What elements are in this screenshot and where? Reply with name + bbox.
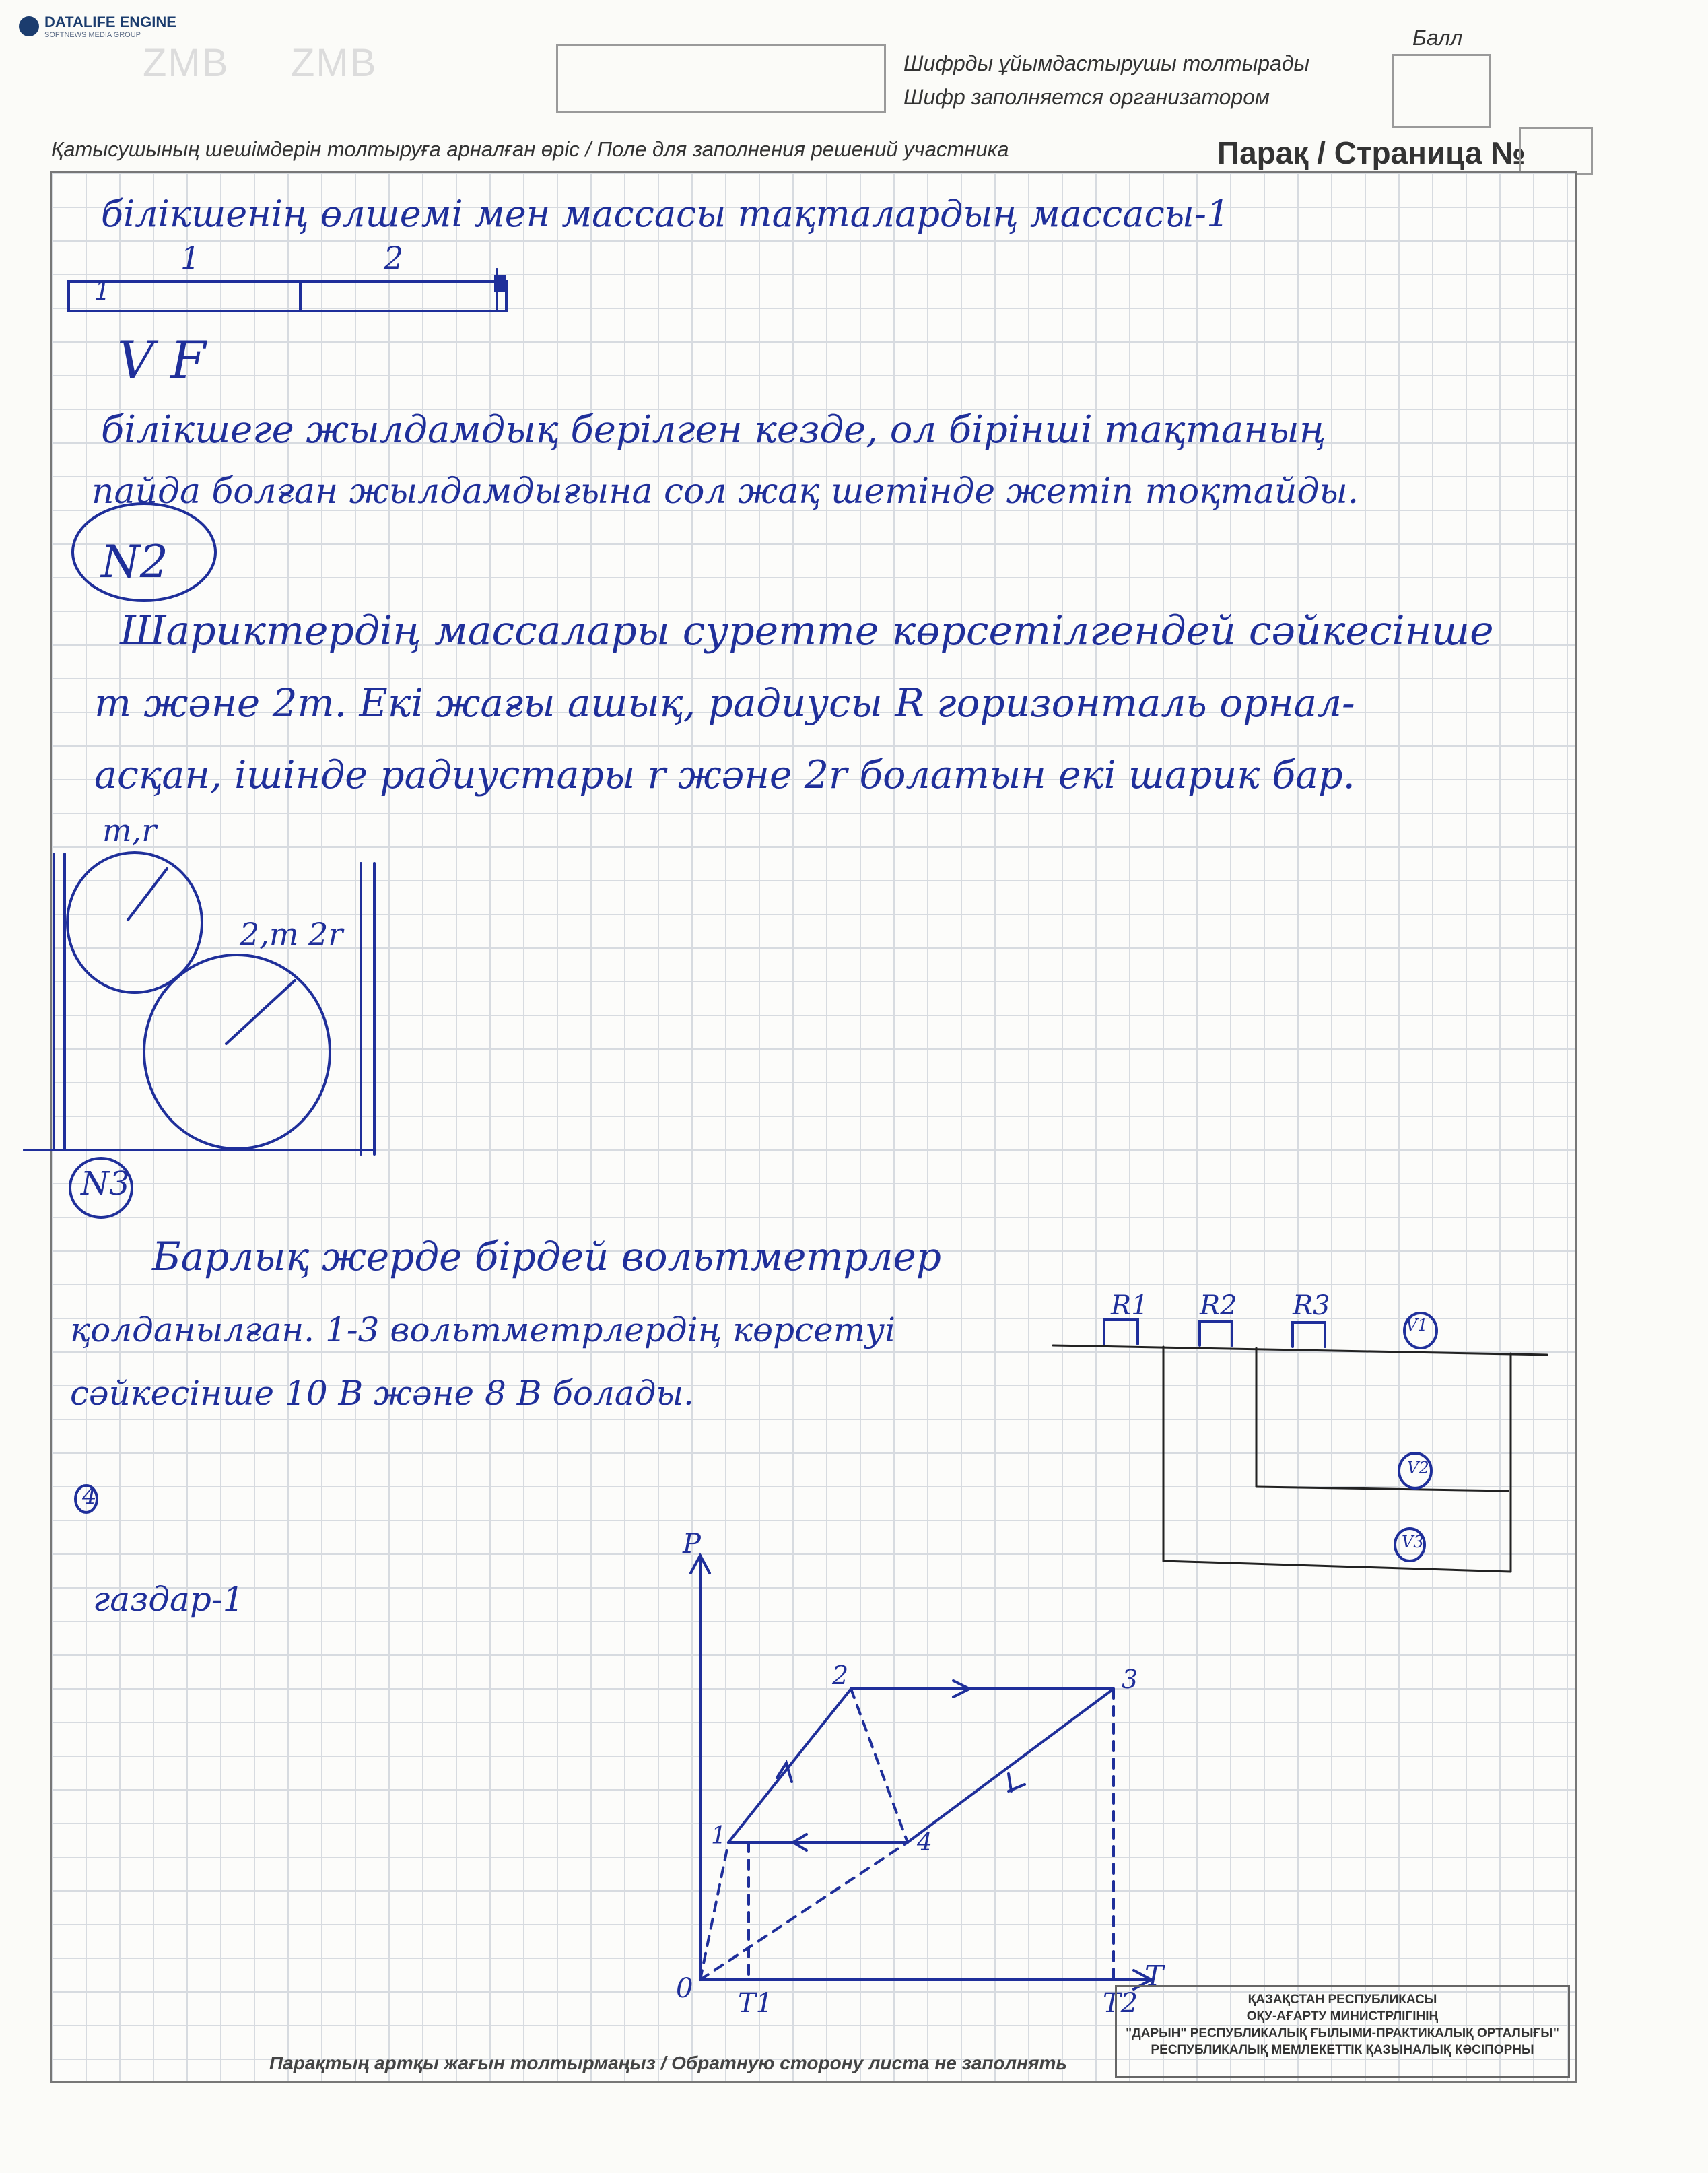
hand-line-6: асқан, ішінде радиустары r және 2r болатын екі шарик бар.: [94, 753, 1355, 797]
circuit-r1: R1: [1111, 1290, 1149, 1321]
footer-note: Парақтың артқы жағын толтырмаңыз / Обратную сторону листа не заполнять: [269, 2052, 1067, 2073]
vessel-drawing: [24, 853, 374, 1154]
ball-1-label: m,r: [102, 812, 157, 848]
hand-line-1: білікшенің өлшемі мен массасы тақталардың массасы-1: [101, 193, 1230, 235]
task-4-circle: [75, 1485, 97, 1512]
stamp-line-1: ҚАЗАҚСТАН РЕСПУБЛИКАСЫ: [1248, 1993, 1437, 2007]
circuit-r3: R3: [1293, 1290, 1330, 1321]
page-number-label: Парақ / Страница №: [1217, 135, 1526, 170]
hand-line-2: білікшеге жылдамдық берілген кезде, ол бірінші тақтаның: [101, 408, 1326, 452]
pt-graph: [691, 1556, 1151, 1989]
task-2-circle: [73, 504, 215, 601]
graph-t1: T1: [738, 1988, 774, 2019]
bar-label-1: 1: [180, 240, 201, 276]
task-4-label: 4: [82, 1483, 97, 1510]
graph-axis-t: T: [1145, 1960, 1164, 1993]
graph-point-2: 2: [832, 1661, 849, 1690]
hand-line-10: газдар-1: [93, 1580, 244, 1619]
hand-line-3: пайда болған жылдамдығына сол жақ шетінде жетіп тоқтайды.: [92, 471, 1359, 512]
hand-line-9: сәйкесінше 10 В және 8 В болады.: [70, 1374, 694, 1413]
circuit-v1: V1: [1406, 1316, 1428, 1335]
graph-point-1: 1: [711, 1822, 726, 1850]
organization-stamp: [1115, 1985, 1570, 2078]
score-label: Балл: [1412, 26, 1463, 50]
hand-line-7: Барлық жерде бірдей вольтметрлер: [152, 1234, 941, 1279]
hand-line-8: қолданылған. 1-3 вольтметрлердің көрсетуі: [70, 1310, 896, 1349]
stamp-line-4: РЕСПУБЛИКАЛЫҚ МЕМЛЕКЕТТІК ҚАЗЫНАЛЫҚ КӘСІПОРНЫ: [1151, 2043, 1534, 2057]
cipher-note-kz: Шифрды ұйымдастырушы толтырады: [903, 51, 1310, 75]
graph-point-3: 3: [1122, 1665, 1138, 1694]
task-2-label: N2: [101, 536, 168, 588]
circuit-r2: R2: [1200, 1290, 1237, 1321]
graph-point-4: 4: [917, 1829, 932, 1857]
logo-name: DATALIFE ENGINE: [44, 13, 176, 30]
hand-line-4: Шариктердің массалары суретте көрсетілгендей сәйкесінше: [120, 607, 1494, 655]
graph-t2: T2: [1103, 1988, 1138, 2019]
circuit-v2: V2: [1407, 1459, 1429, 1477]
hand-vf: V F: [117, 330, 206, 390]
task-3-circle: [70, 1158, 132, 1217]
bar-label-2: 2: [384, 240, 404, 276]
cipher-note-ru: Шифр заполняется организатором: [903, 85, 1270, 109]
stamp-line-3: "ДАРЫН" РЕСПУБЛИКАЛЫҚ ҒЫЛЫМИ-ПРАКТИКАЛЫҚ ОРТАЛЫҒЫ": [1126, 2026, 1559, 2040]
ball-2-label: 2,m 2r: [240, 916, 343, 952]
circuit-diagram: [1053, 1345, 1547, 1572]
large-ball: [144, 955, 330, 1149]
hand-line-5: m және 2m. Екі жағы ашық, радиусы R горизонталь орнал-: [94, 680, 1355, 726]
small-ball: [67, 853, 202, 993]
graph-origin: 0: [676, 1973, 693, 2004]
stamp-line-2: ОҚУ-АҒАРТУ МИНИСТРЛІГІНІҢ: [1246, 2009, 1439, 2024]
watermark-1: ZMB: [143, 41, 230, 85]
watermark-2: ZMB: [291, 41, 378, 85]
bar-mark: 1: [94, 276, 111, 306]
circuit-v3: V3: [1402, 1533, 1424, 1551]
plank-bar: [69, 269, 506, 311]
task-3-label: N3: [81, 1165, 130, 1203]
graph-axis-p: P: [683, 1529, 701, 1560]
field-label: Қатысушының шешімдерін толтыруға арналған өріс / Поле для заполнения решений участника: [51, 137, 1009, 161]
logo-tagline: SOFTNEWS MEDIA GROUP: [44, 31, 141, 39]
